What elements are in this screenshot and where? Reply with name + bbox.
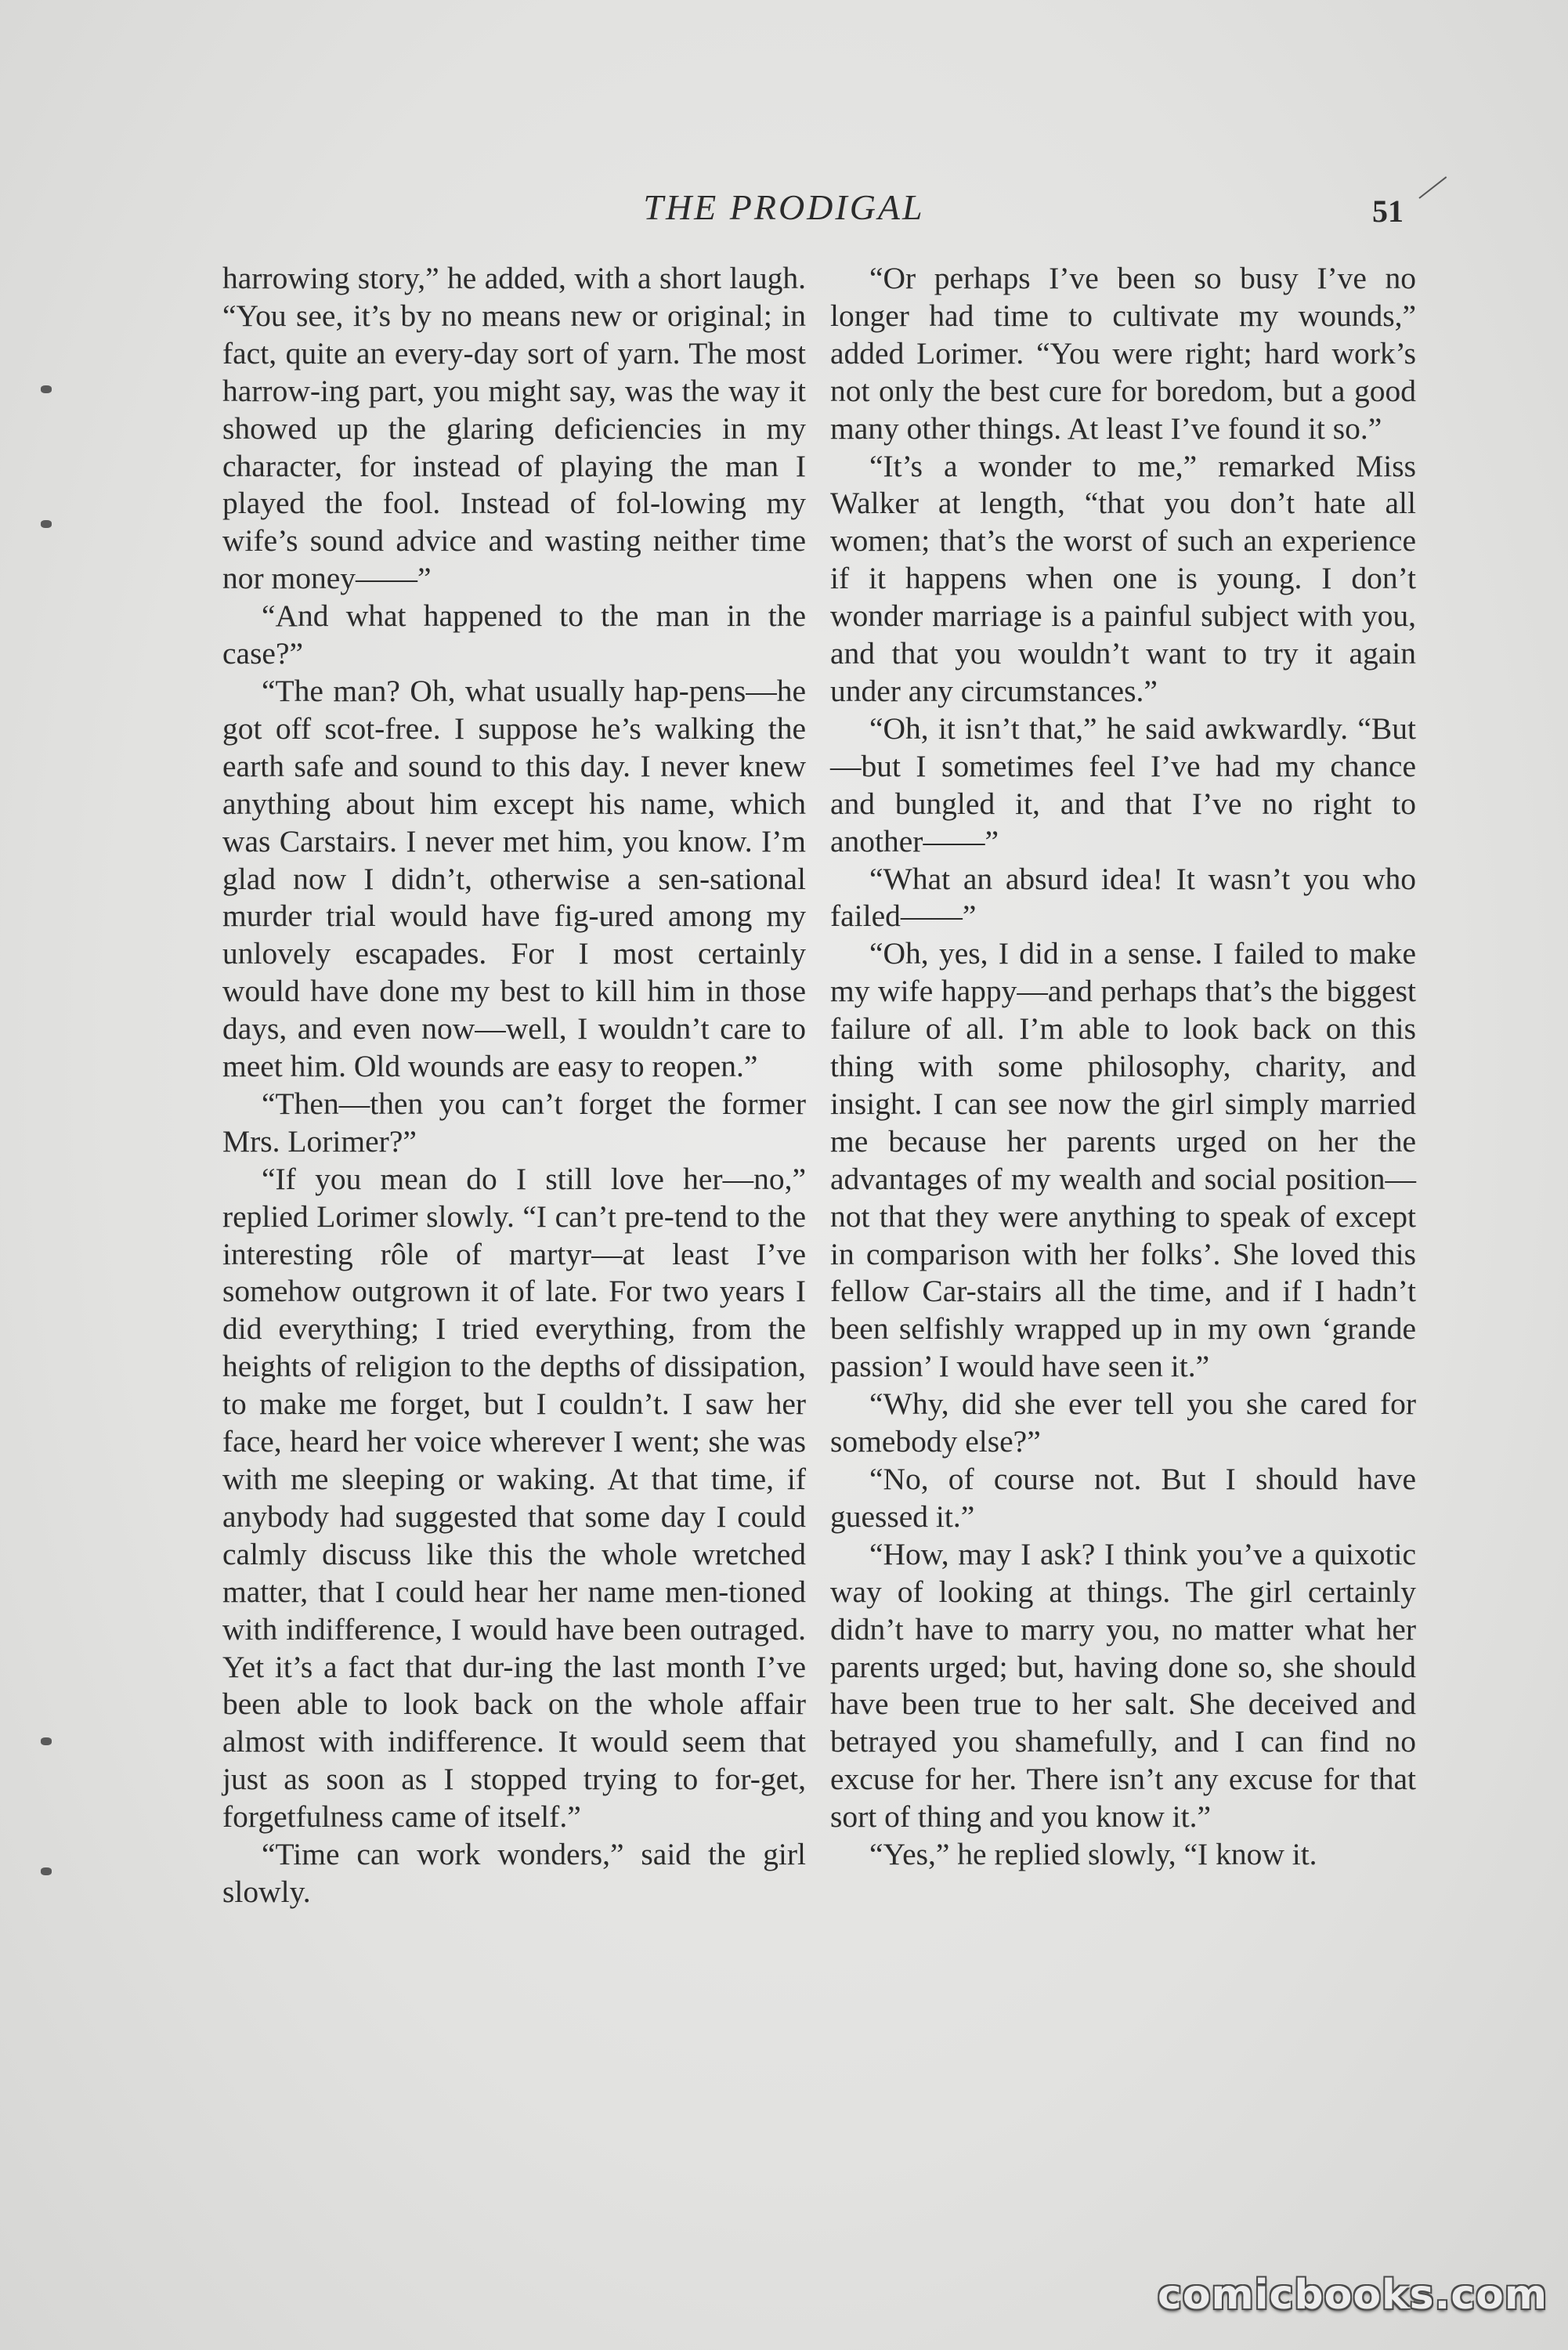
paragraph: “And what happened to the man in the case?”: [222, 598, 806, 671]
running-title: THE PRODIGAL: [643, 187, 925, 227]
paragraph: “Or perhaps I’ve been so busy I’ve no longer had time to cultivate my wounds,” added Lorimer. “You were right; hard work’s not only the best cure for boredom, but a good many other things. At least I’ve found it so.”: [830, 261, 1416, 446]
paragraph: “It’s a wonder to me,” remarked Miss Walker at length, “that you don’t hate all women; that’s the worst of such an experience if it happens when one is young. I don’t wonder marriage is a painful subject with you, and that you wouldn’t want to try it again under any circumstances.”: [830, 448, 1416, 708]
binding-hole: [41, 520, 52, 528]
right-column: [830, 260, 1416, 1874]
binding-hole: [41, 385, 52, 393]
paragraph: “Why, did she ever tell you she cared for somebody else?”: [830, 1386, 1416, 1459]
site-watermark: comicbooks.com: [1158, 2272, 1548, 2319]
paragraph: “Then—then you can’t forget the former Mrs. Lorimer?”: [222, 1086, 806, 1159]
paragraph: “The man? Oh, what usually hap-pens—he got off scot-free. I suppose he’s walking the earth safe and sound to this day. I never knew anything about him except his name, which was Carstairs. I never met him, you know. I’m glad now I didn’t, otherwise a sen-sational murder trial would have fig-ured among my unlovely escapades. For I most certainly would have done my best to kill him in those days, and even now—well, I wouldn’t care to meet him. Old wounds are easy to reopen.”: [222, 673, 806, 1084]
paragraph: “Yes,” he replied slowly, “I know it.: [869, 1837, 1317, 1872]
paragraph: “Oh, yes, I did in a sense. I failed to make my wife happy—and perhaps that’s the biggest failure of all. I’m able to look back on this thing with some philosophy, charity, and insight. I can see now the girl simply married me because her parents urged on her the advantages of my wealth and social position—not that they were anything to speak of except in comparison with her folks’. She loved this fellow Car-stairs all the time, and if I hadn’t been selfishly wrapped up in my own ‘grande passion’ I would have seen it.”: [830, 936, 1416, 1384]
paragraph: “What an absurd idea! It wasn’t you who failed——”: [830, 861, 1416, 934]
paragraph: “Time can work wonders,” said the girl slowly.: [222, 1837, 806, 1909]
binding-hole: [41, 1867, 52, 1875]
paragraph: “Oh, it isn’t that,” he said awkwardly. “But—but I sometimes feel I’ve had my chance and bungled it, and that I’ve no right to another——”: [830, 710, 1416, 859]
left-column: [222, 260, 806, 1911]
paragraph: harrowing story,” he added, with a short laugh. “You see, it’s by no means new or original; in fact, quite an every-day sort of yarn. The most harrow-ing part, you might say, was the way it showed up the glaring deficiencies in my character, for instead of playing the man I played the fool. Instead of fol-lowing my wife’s sound advice and wasting neither time nor money——”: [222, 261, 806, 596]
binding-hole: [41, 1737, 52, 1745]
paragraph: “No, of course not. But I should have guessed it.”: [830, 1462, 1416, 1534]
paragraph: “How, may I ask? I think you’ve a quixotic way of looking at things. The girl certainly didn’t have to marry you, no matter what her parents urged; but, having done so, she should have been true to her salt. She deceived and betrayed you shamefully, and I can find no excuse for her. There isn’t any excuse for that sort of thing and you know it.”: [830, 1536, 1416, 1835]
page-number: 51: [1372, 193, 1404, 229]
paragraph: “If you mean do I still love her—no,” replied Lorimer slowly. “I can’t pre-tend to the interesting rôle of martyr—at least I’ve somehow outgrown it of late. For two years I did everything; I tried everything, from the heights of religion to the depths of dissipation, to make me forget, but I couldn’t. I saw her face, heard her voice wherever I went; she was with me sleeping or waking. At that time, if anybody had suggested that some day I could calmly discuss like this the whole wretched matter, that I could hear her name men-tioned with indifference, I would have been outraged. Yet it’s a fact that dur-ing the last month I’ve been able to look back on the whole affair almost with indifference. It would seem that just as soon as I stopped trying to for-get, forgetfulness came of itself.”: [222, 1161, 806, 1835]
